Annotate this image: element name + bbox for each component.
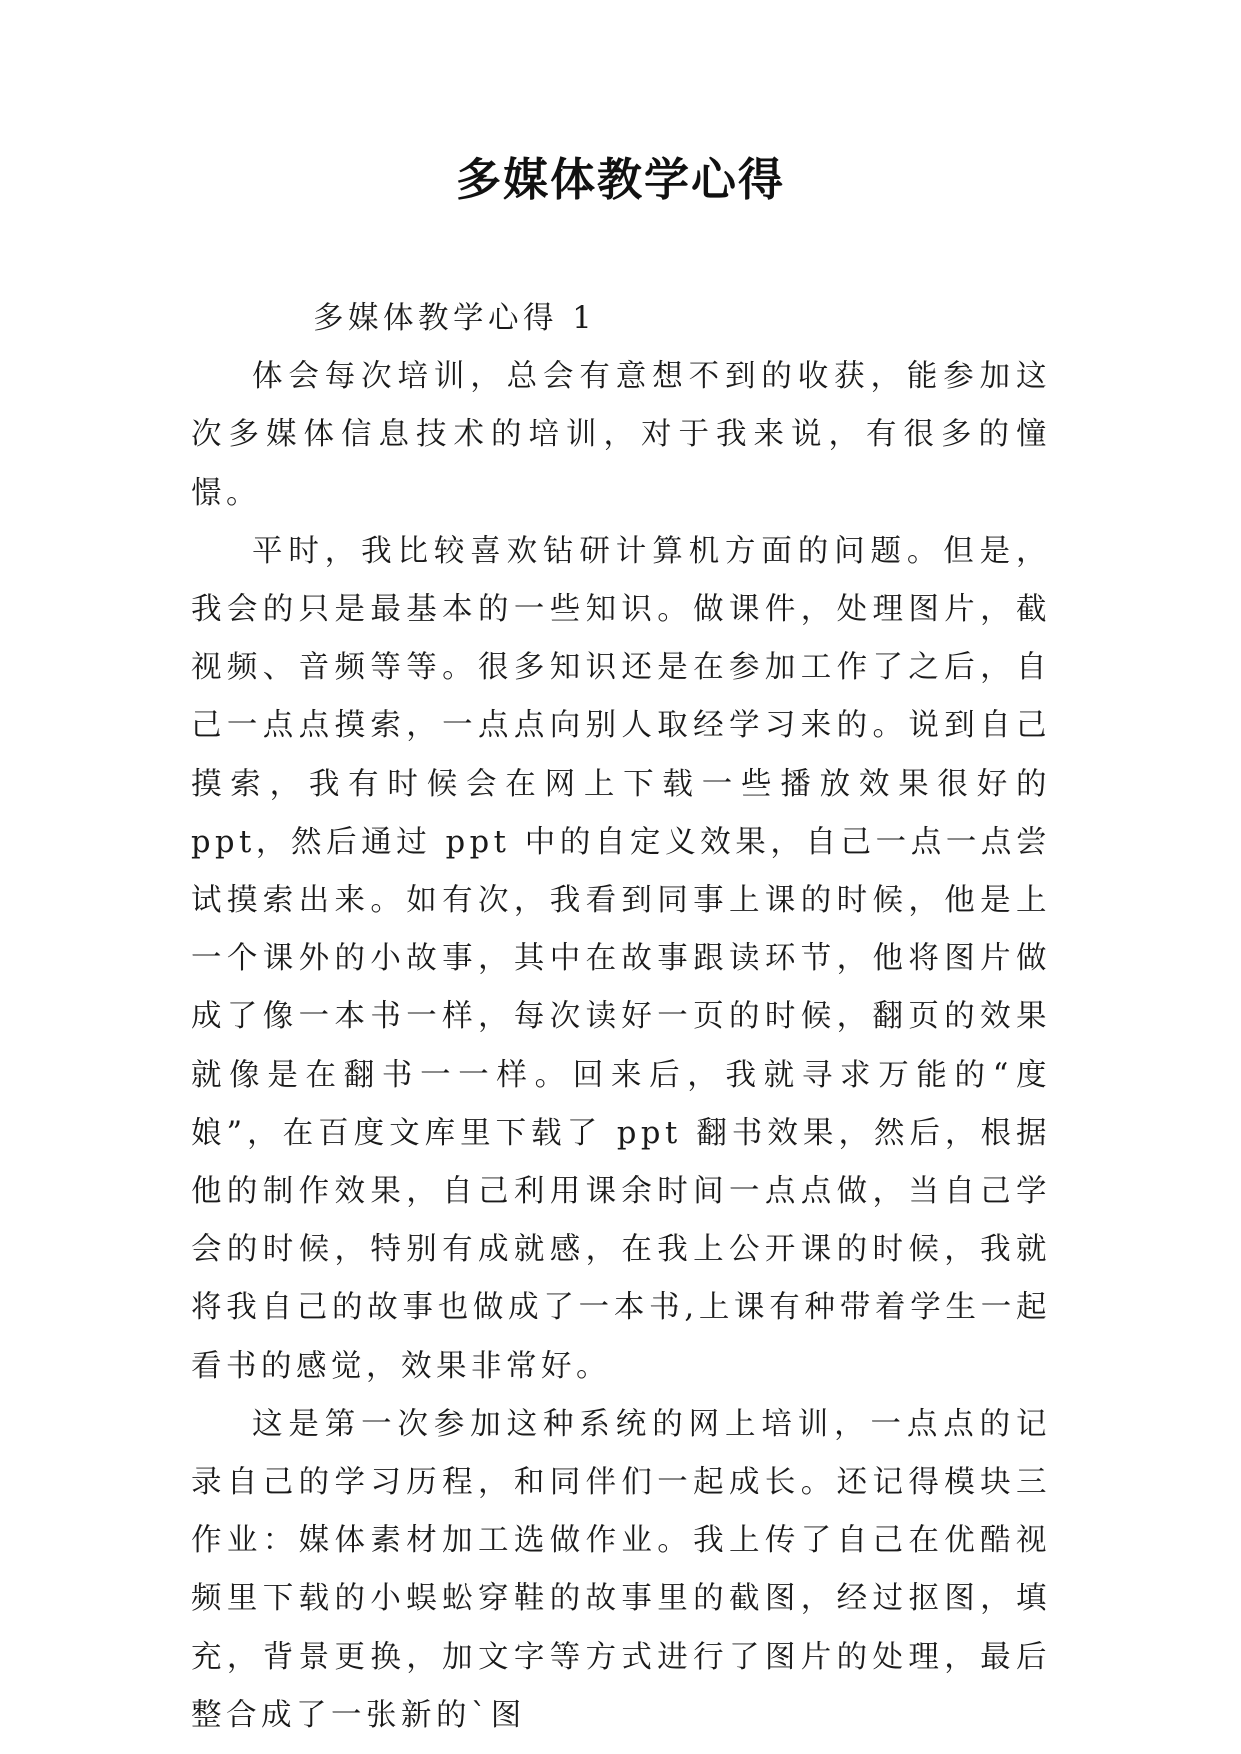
paragraph-2: 平时，我比较喜欢钻研计算机方面的问题。但是，我会的只是最基本的一些知识。做课件，处理图片，截视频、音频等等。很多知识还是在参加工作了之后，自己一点点摸索，一点点向别人取经学习来的。说到自己摸索，我有时候会在网上下载一些播放效果很好的 ppt，然后通过 ppt 中的自定义效果，自己一点一点尝试摸索出来。如有次，我看到同事上课的时候，他是上一个课外的小故事，其中在故事跟读环节，他将图片做成了像一本书一样，每次读好一页的时候，翻页的效果就像是在翻书一一样。回来后，我就寻求万能的“度娘”，在百度文库里下载了 ppt 翻书效果，然后，根据他的制作效果，自己利用课余时间一点点做，当自己学会的时候，特别有成就感，在我上公开课的时候，我就将我自己的故事也做成了一本书,上课有种带着学生一起看书的感觉，效果非常好。 — [191, 533, 1051, 1384]
paragraph-3: 这是第一次参加这种系统的网上培训，一点点的记录自己的学习历程，和同伴们一起成长。还记得模块三作业：媒体素材加工选做作业。我上传了自己在优酷视频里下载的小蜈蚣穿鞋的故事里的截图，经过抠图，填充，背景更换，加文字等方式进行了图片的处理，最后整合成了一张新的`图 — [191, 1406, 1051, 1733]
section-heading — [191, 290, 1051, 348]
paragraph-1: 体会每次培训，总会有意想不到的收获，能参加这次多媒体信息技术的培训，对于我来说，有很多的憧憬。 — [191, 359, 1051, 511]
section-heading-text: 多媒体教学心得 1 — [313, 301, 597, 336]
document-title: 多媒体教学心得 — [455, 153, 785, 206]
document-body — [191, 290, 1051, 1745]
